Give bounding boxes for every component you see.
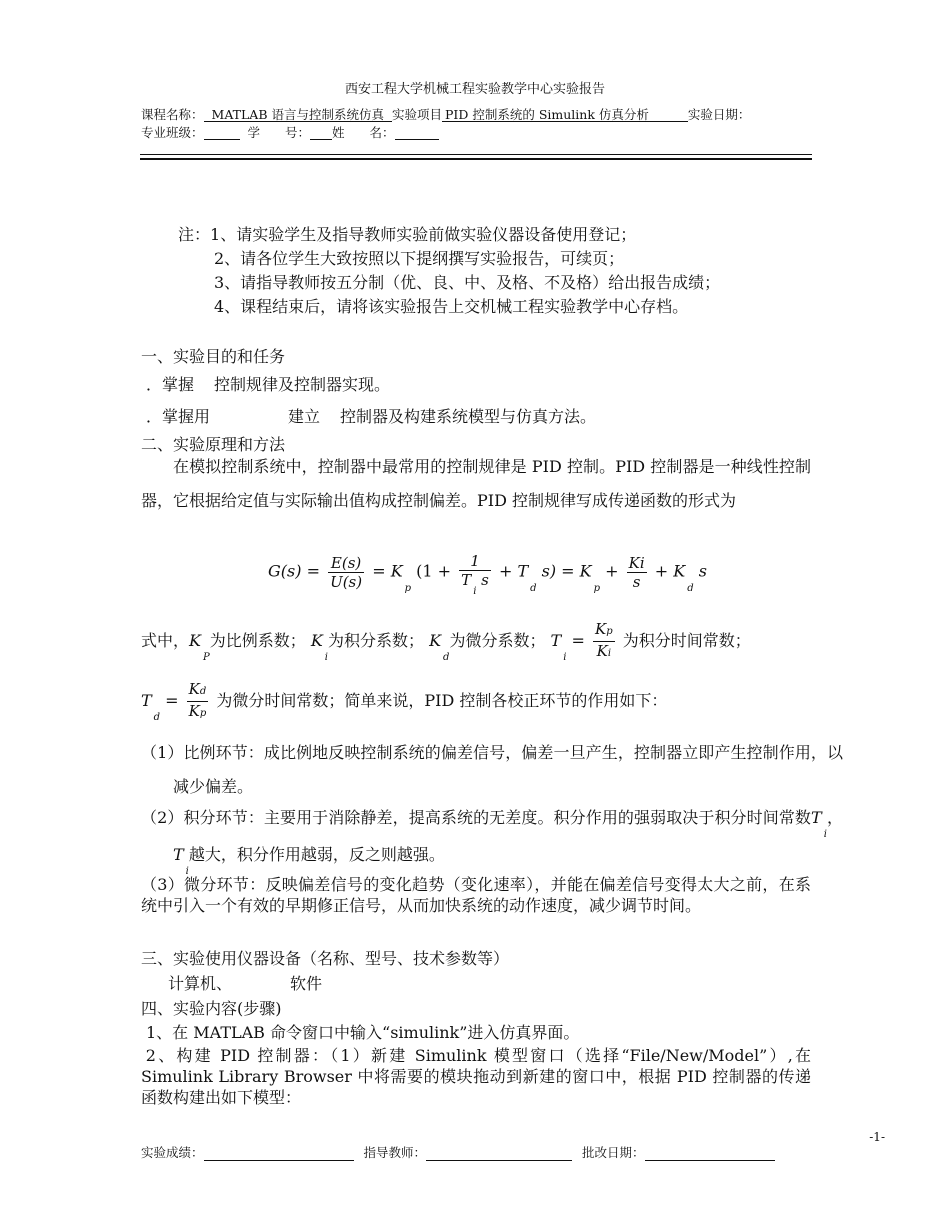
report-title: 西安工程大学机械工程实验教学中心实验报告 xyxy=(344,82,605,97)
class-blank xyxy=(204,126,240,140)
section3-equipment: 计算机、 软件 xyxy=(168,974,323,993)
section1-item-2: ．掌握用 建立 控制器及构建系统模型与仿真方法。 xyxy=(146,407,597,426)
name-blank xyxy=(395,126,439,140)
section4-heading: 四、实验内容(步骤) xyxy=(141,999,282,1018)
step-1: 1、在 MATLAB 命令窗口中输入“simulink”进入仿真界面。 xyxy=(146,1023,580,1042)
fraction-e-over-u: $\frac{E(s)}{U(s)}$ xyxy=(330,553,363,591)
date-label: 实验日期： xyxy=(687,107,751,122)
note-1: 注：1、请实验学生及指导教师实验前做实验仪器设备使用登记； xyxy=(178,225,637,244)
course-label: 课程名称： xyxy=(141,107,204,122)
proportional-paragraph: （1）比例环节：成比例地反映控制系统的偏差信号，偏差一旦产生，控制器立即产生控制作用，以减少偏差。 xyxy=(141,743,843,796)
course-value: MATLAB 语言与控制系统仿真 xyxy=(204,108,392,122)
name-label: 姓 名： xyxy=(332,125,395,140)
section3-heading: 三、实验使用仪器设备（名称、型号、技术参数等） xyxy=(141,949,510,968)
derivative-paragraph: （3）微分环节：反映偏差信号的变化趋势（变化速率），并能在偏差信号变得太大之前，在系统中引入一个有效的早期修正信号，从而加快系统的动作速度，减少调节时间。 xyxy=(141,875,811,915)
section2-heading: 二、实验原理和方法 xyxy=(141,435,286,454)
section1-item-1: ．掌握 控制规律及控制器实现。 xyxy=(146,375,391,394)
review-date-label: 批改日期： xyxy=(582,1145,645,1160)
review-date-blank xyxy=(645,1148,775,1161)
fraction-kd-over-kp: $\frac{Kd}{Kp}$ xyxy=(187,680,209,723)
note-2: 2、请各位学生大致按照以下提纲撰写实验报告，可续页； xyxy=(214,249,625,268)
fraction-one-over-tis: $\frac{1}{T_i s}$ xyxy=(461,552,489,597)
student-id-label: 学 号： xyxy=(247,125,311,140)
section2-intro: 在模拟控制系统中，控制器中最常用的控制规律是 PID 控制。PID 控制器是一种线性控制器，它根据给定值与实际输出值构成控制偏差。PID 控制规律写成传递函数的形式为 xyxy=(141,457,811,510)
note-4: 4、课程结束后，请将该实验报告上交机械工程实验教学中心存档。 xyxy=(214,297,689,316)
class-label: 专业班级： xyxy=(141,125,204,140)
project-value: PID 控制系统的 Simulink 仿真分析 xyxy=(442,108,652,122)
teacher-blank xyxy=(426,1148,572,1161)
grade-label: 实验成绩： xyxy=(141,1145,204,1160)
note-prefix: 注： xyxy=(178,225,211,244)
fraction-kp-over-ki: $\frac{Kp}{Ki}$ xyxy=(593,620,615,663)
student-info-line xyxy=(141,123,439,141)
footer-signature-line xyxy=(141,1143,775,1161)
fraction-ki-over-s: $\frac{Ki}{s}$ xyxy=(628,553,645,591)
page-number: -1- xyxy=(869,1130,885,1144)
student-id-blank xyxy=(310,126,332,140)
section1-heading: 一、实验目的和任务 xyxy=(141,347,286,366)
grade-blank xyxy=(204,1148,354,1161)
integral-paragraph: （2）积分环节：主要用于消除静差，提高系统的无差度。积分作用的强弱取决于积分时间常数$T_i$，$T_i$越大，积分作用越弱，反之则越强。 xyxy=(141,808,843,877)
header-rule-thin xyxy=(140,154,812,155)
project-label: 实验项目 xyxy=(391,107,442,122)
derivative-time-definition: $T_d$ = $\frac{Kd}{Kp}$ 为微分时间常数；简单来说，PID 控制各校正环节的作用如下： xyxy=(141,680,668,723)
coefficient-definitions: 式中，$K_P$为比例系数； $K_i$为积分系数； $K_d$为微分系数； $T_i$ = $\frac{Kp}{Ki}$ 为积分时间常数； xyxy=(141,620,751,663)
header-rule-thick xyxy=(140,158,812,160)
pid-transfer-function: G(s) = $\frac{E(s)}{U(s)}$ = $K_p$ (1 + $\frac{1}{T_i s}$ + $T_d$ $s) = K_p$ + $\frac{Ki}{s}$ + $K_d$ s xyxy=(268,552,707,597)
step-2: 2、构建 PID 控制器：（1）新建 Simulink 模型窗口（选择“File/New/Model”）,在 Simulink Library Browser 中将需要的模块拖动到新建的窗口中，根据 PID 控制器的传递函数构建出如下模型： xyxy=(141,1046,811,1107)
course-info-line xyxy=(141,105,750,123)
project-underline-blank xyxy=(652,108,688,122)
teacher-label: 指导教师： xyxy=(363,1145,427,1160)
note-3: 3、请指导教师按五分制（优、良、中、及格、不及格）给出报告成绩； xyxy=(214,273,721,292)
